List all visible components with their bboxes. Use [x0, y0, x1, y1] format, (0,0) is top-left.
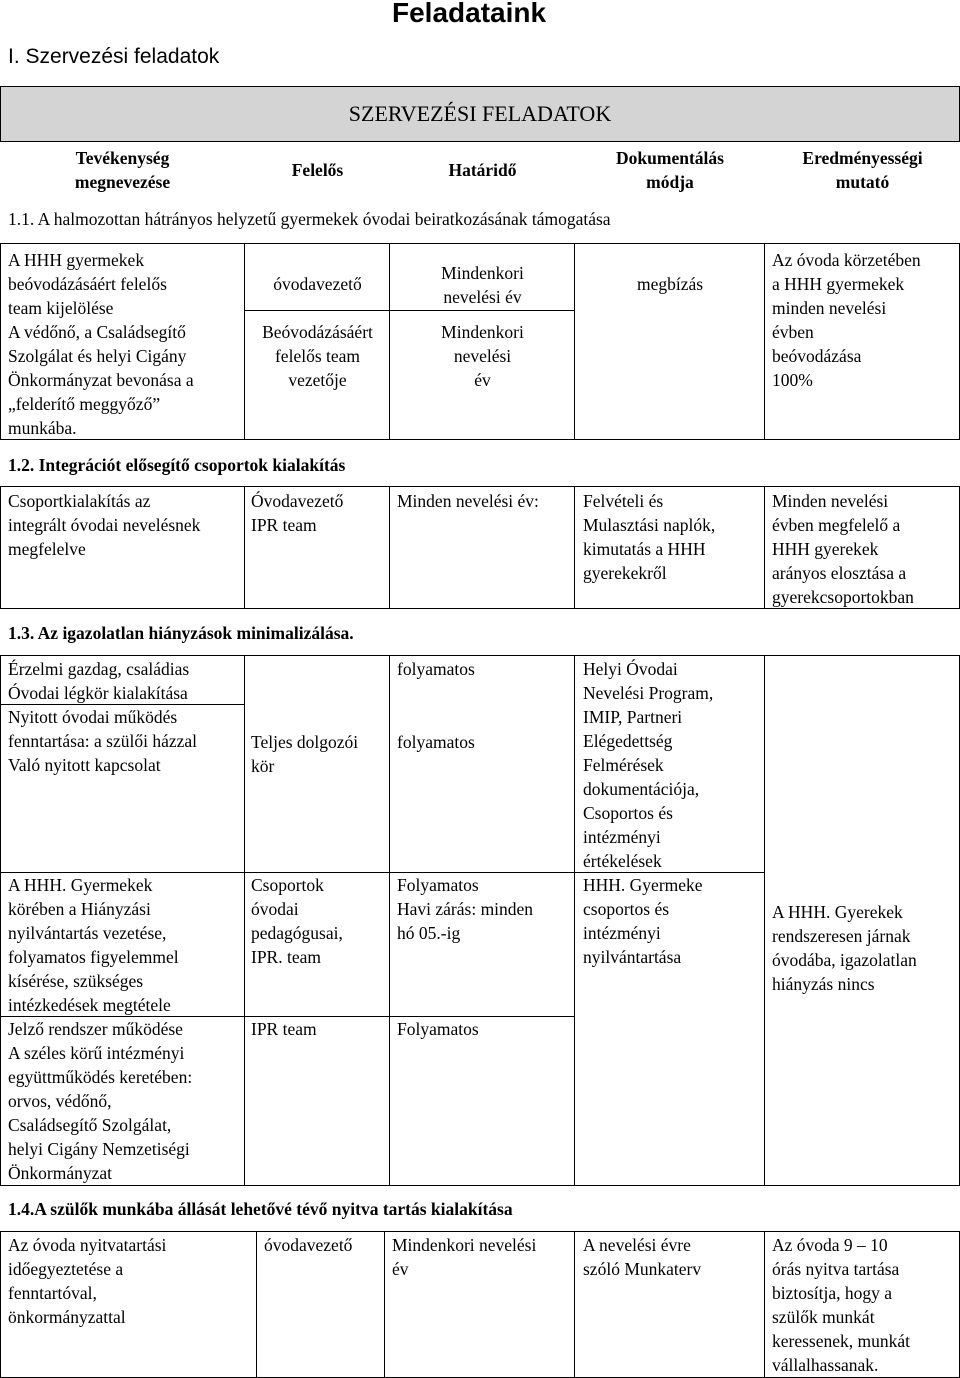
cell-1-3-responsible-4: IPR team [251, 1019, 317, 1039]
cell-1-4-indicator: Az óvoda 9 – 10 órás nyitva tartása biztosítja, hogy a szülők munkát keressenek, munkát vállalhassanak. [772, 1235, 911, 1375]
cell-1-1-deadline-1: Mindenkori nevelési év [441, 263, 524, 307]
cell-1-3-deadline-3: Folyamatos Havi zárás: minden hó 05.-ig [397, 875, 534, 943]
cell-1-3-activity-2: Nyitott óvodai működés fenntartása: a szülői házzal Való nyitott kapcsolat [8, 707, 197, 775]
cell-1-3-deadline-4: Folyamatos [397, 1019, 479, 1039]
cell-1-4-activity: Az óvoda nyitvatartási időegyeztetése a fenntartóval, önkormányzattal [8, 1235, 167, 1327]
cell-1-1-deadline-2: Mindenkori nevelési év [441, 322, 524, 390]
cell-1-2-deadline: Minden nevelési év: [397, 491, 539, 511]
section-title-1-1: 1.1. A halmozottan hátrányos helyzetű gyermekek óvodai beiratkozásának támogatása [8, 209, 611, 229]
cell-1-1-responsible-1: óvodavezető [273, 274, 362, 294]
cell-1-3-documentation-1: Helyi Óvodai Nevelési Program, IMIP, Partneri Elégedettség Felmérések dokumentációja, Csoportos és intézményi értékelések [583, 659, 714, 871]
cell-1-1-indicator: Az óvoda körzetében a HHH gyermekek minden nevelési évben beóvodázása 100% [772, 250, 921, 390]
cell-1-3-activity-4: Jelző rendszer működése A széles körű intézményi együttműködés keretében: orvos, védőnő, Családsegítő Szolgálat, helyi Cigány Nemzetiségi Önkormányzat [8, 1019, 193, 1183]
page-title: Feladataink [392, 0, 547, 28]
cell-1-4-deadline: Mindenkori nevelési év [392, 1235, 537, 1279]
cell-1-1-activity: A HHH gyermekek beóvodázásáért felelős team kijelölése A védőnő, a Családsegítő Szolgálat és helyi Cigány Önkormányzat bevonása a „felderítő meggyőző” munkába. [8, 250, 194, 438]
section-title-1-3: 1.3. Az igazolatlan hiányzások minimalizálása. [8, 623, 354, 643]
section-title-1-4: 1.4.A szülők munkába állását lehetővé tévő nyitva tartás kialakítása [8, 1199, 513, 1219]
cell-1-2-activity: Csoportkialakítás az integrált óvodai nevelésnek megfelelve [8, 491, 201, 559]
cell-1-3-deadline-2: folyamatos [397, 732, 475, 752]
cell-1-3-indicator: A HHH. Gyerekek rendszeresen járnak óvodába, igazolatlan hiányzás nincs [772, 902, 917, 994]
cell-1-3-responsible-3: Csoportok óvodai pedagógusai, IPR. team [251, 875, 343, 967]
cell-1-3-activity-3: A HHH. Gyermekek körében a Hiányzási nyilvántartás vezetése, folyamatos figyelemmel kísérése, szükséges intézkedések megtétele [8, 875, 179, 1015]
cell-1-4-responsible: óvodavezető [264, 1235, 353, 1255]
cell-1-4-documentation: A nevelési évre szóló Munkaterv [583, 1235, 702, 1279]
section-heading: I. Szervezési feladatok [8, 45, 220, 68]
section-title-1-2: 1.2. Integrációt elősegítő csoportok kialakítás [8, 455, 346, 475]
header-documentation: Dokumentálás módja [616, 148, 724, 192]
cell-1-3-activity-1: Érzelmi gazdag, családias Óvodai légkör kialakítása [8, 659, 190, 703]
cell-1-2-indicator: Minden nevelési évben megfelelő a HHH gyerekek arányos elosztása a gyerekcsoportokban [772, 491, 914, 607]
cell-1-1-documentation: megbízás [636, 274, 704, 294]
cell-1-3-deadline-1: folyamatos [397, 659, 475, 679]
cell-1-3-documentation-2: HHH. Gyermeke csoportos és intézményi nyilvántartása [583, 875, 703, 967]
cell-1-2-responsible: Óvodavezető IPR team [251, 491, 344, 535]
header-activity: Tevékenység megnevezése [74, 148, 171, 192]
cell-1-3-responsible-2: Teljes dolgozói kör [251, 732, 359, 776]
header-indicator: Eredményességi mutató [802, 148, 923, 192]
cell-1-1-responsible-2: Beóvodázásáért felelős team vezetője [262, 322, 373, 390]
table-title: SZERVEZÉSI FELADATOK [348, 101, 612, 126]
cell-1-2-documentation: Felvételi és Mulasztási naplók, kimutatás a HHH gyerekekről [583, 491, 716, 583]
header-deadline: Határidő [448, 160, 517, 180]
header-responsible: Felelős [291, 160, 344, 180]
